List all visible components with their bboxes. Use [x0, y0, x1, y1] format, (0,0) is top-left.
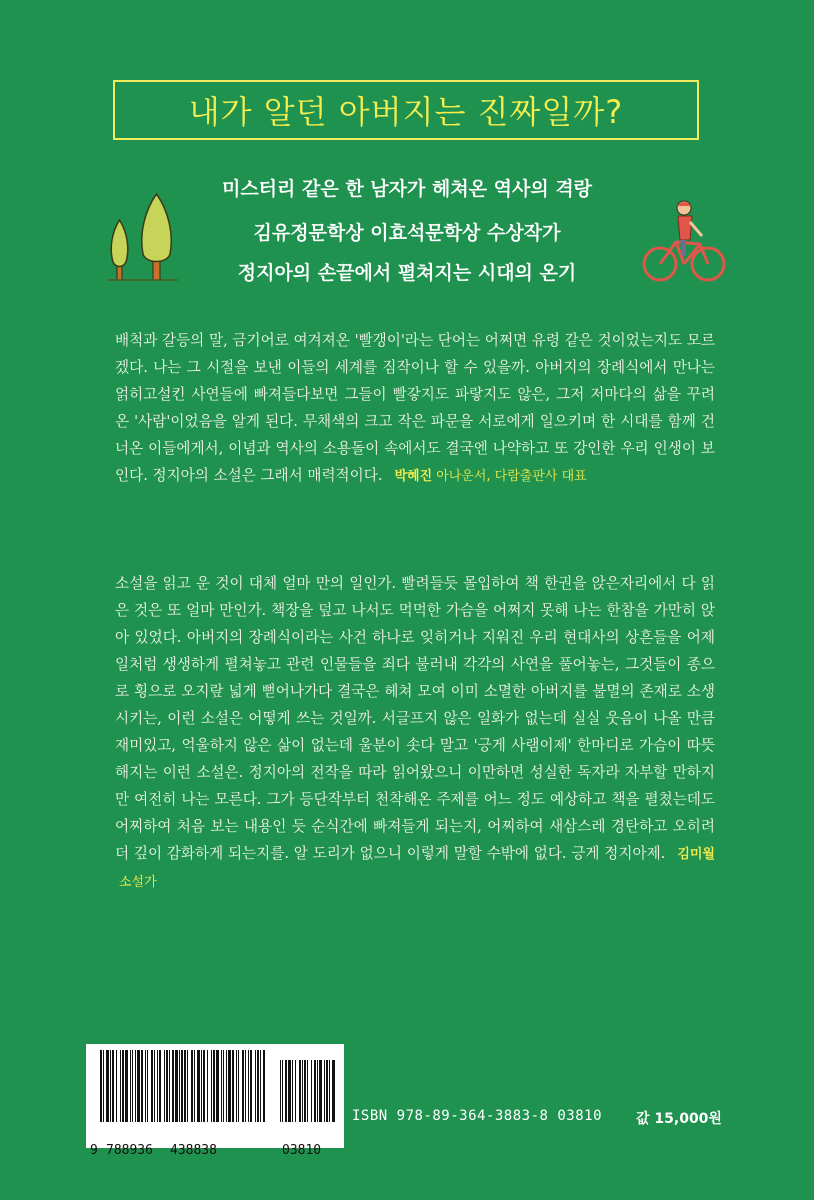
small-tree-icon: [111, 220, 128, 280]
review-2-author: 김미월: [677, 847, 715, 862]
tagline-1: 미스터리 같은 한 남자가 헤쳐온 역사의 격랑: [221, 178, 593, 200]
price: 값 15,000원: [636, 1111, 722, 1127]
headline-box: [113, 80, 699, 140]
review-1-text: 배척과 갈등의 말, 금기어로 여겨져온 '빨갱이'라는 단어는 어쩌면 유령 같은 것이었는지도 모르겠다. 나는 그 시절을 보낸 이들의 세계를 짐작이나 할 수 있을까. 아버지의 장례식에서 만나는 얽히고설킨 사연들에 빠져들다보면 그들이 빨갛지도 파랗지도 않은, 그저 저마다의 삶을 꾸려온 '사람'이었음을 알게 된다. 무채색의 크고 작은 파문을 서로에게 일으키며 한 시대를 함께 건너온 이들에게서, 이념과 역사의 소용돌이 속에서도 결국엔 나약하고 또 강인한 우리 인생이 보인다. 정지아의 소설은 그래서 매력적이다.: [115, 332, 715, 484]
isbn: ISBN 978-89-364-3883-8 03810: [352, 1108, 603, 1124]
barcode-addon: 03810: [282, 1143, 322, 1158]
review-1-author: 박혜진: [394, 469, 433, 484]
barcode-right-digits: 438838: [170, 1143, 217, 1158]
review-2-text: 소설을 읽고 운 것이 대체 얼마 만의 일인가. 빨려들듯 몰입하여 책 한권을 앉은자리에서 다 읽은 것은 또 얼마 만인가. 책장을 덮고 나서도 먹먹한 가슴을 어쩌지 못해 나는 한참을 가만히 앉아 있었다. 아버지의 장례식이라는 사건 하나로 잊히거나 지워진 우리 현대사의 상흔들을 어제 일처럼 생생하게 펼쳐놓고 관련 인물들을 죄다 불러내 각각의 사연을 풀어놓는, 그것들이 종으로 횡으로 오지랖 넓게 뻗어나가다 결국은 헤쳐 모여 이미 소멸한 아버지를 불멸의 존재로 소생시키는, 이런 소설은 어떻게 쓰는 것일까. 서글프지 않은 일화가 없는데 실실 웃음이 나올 만큼 재미있고, 억울하지 않은 삶이 없는데 울분이 솟다 말고 '긍게 사램이제' 한마디로 가슴이 따뜻해지는 이런 소설은. 정지아의 전작을 따라 읽어왔으니 이만하면 성실한 독자라 자부할 만하지만 여전히 나는 모른다. 그가 등단작부터 천착해온 주제를 어느 정도 예상하고 책을 펼쳤는데도 어찌하여 처음 보는 내용인 듯 순식간에 빠져들게 되는지, 어찌하여 새삼스레 경탄하고 오히려 더 깊이 감화하게 되는지를. 알 도리가 없으니 이렇게 말할 수밖에 없다. 긍게 정지아제.: [115, 575, 715, 862]
review-2: [115, 570, 715, 896]
cyclist-icon: [640, 196, 728, 284]
tagline-2: 김유정문학상 이효석문학상 수상작가: [253, 222, 561, 244]
headline: 내가 알던 아버지는 진짜일까?: [188, 93, 624, 131]
barcode-bars: [86, 1044, 344, 1128]
trees-illustration: [108, 190, 178, 284]
review-1-role: 아나운서, 다람출판사 대표: [436, 469, 587, 484]
tall-tree-icon: [142, 194, 171, 280]
barcode: [86, 1044, 344, 1158]
review-1: [115, 327, 715, 490]
barcode-left-digits: 788936: [106, 1143, 153, 1158]
review-2-role: 소설가: [119, 875, 157, 890]
tagline-3: 정지아의 손끝에서 펼쳐지는 시대의 온기: [237, 262, 577, 284]
barcode-lead-digit: 9: [90, 1143, 98, 1158]
